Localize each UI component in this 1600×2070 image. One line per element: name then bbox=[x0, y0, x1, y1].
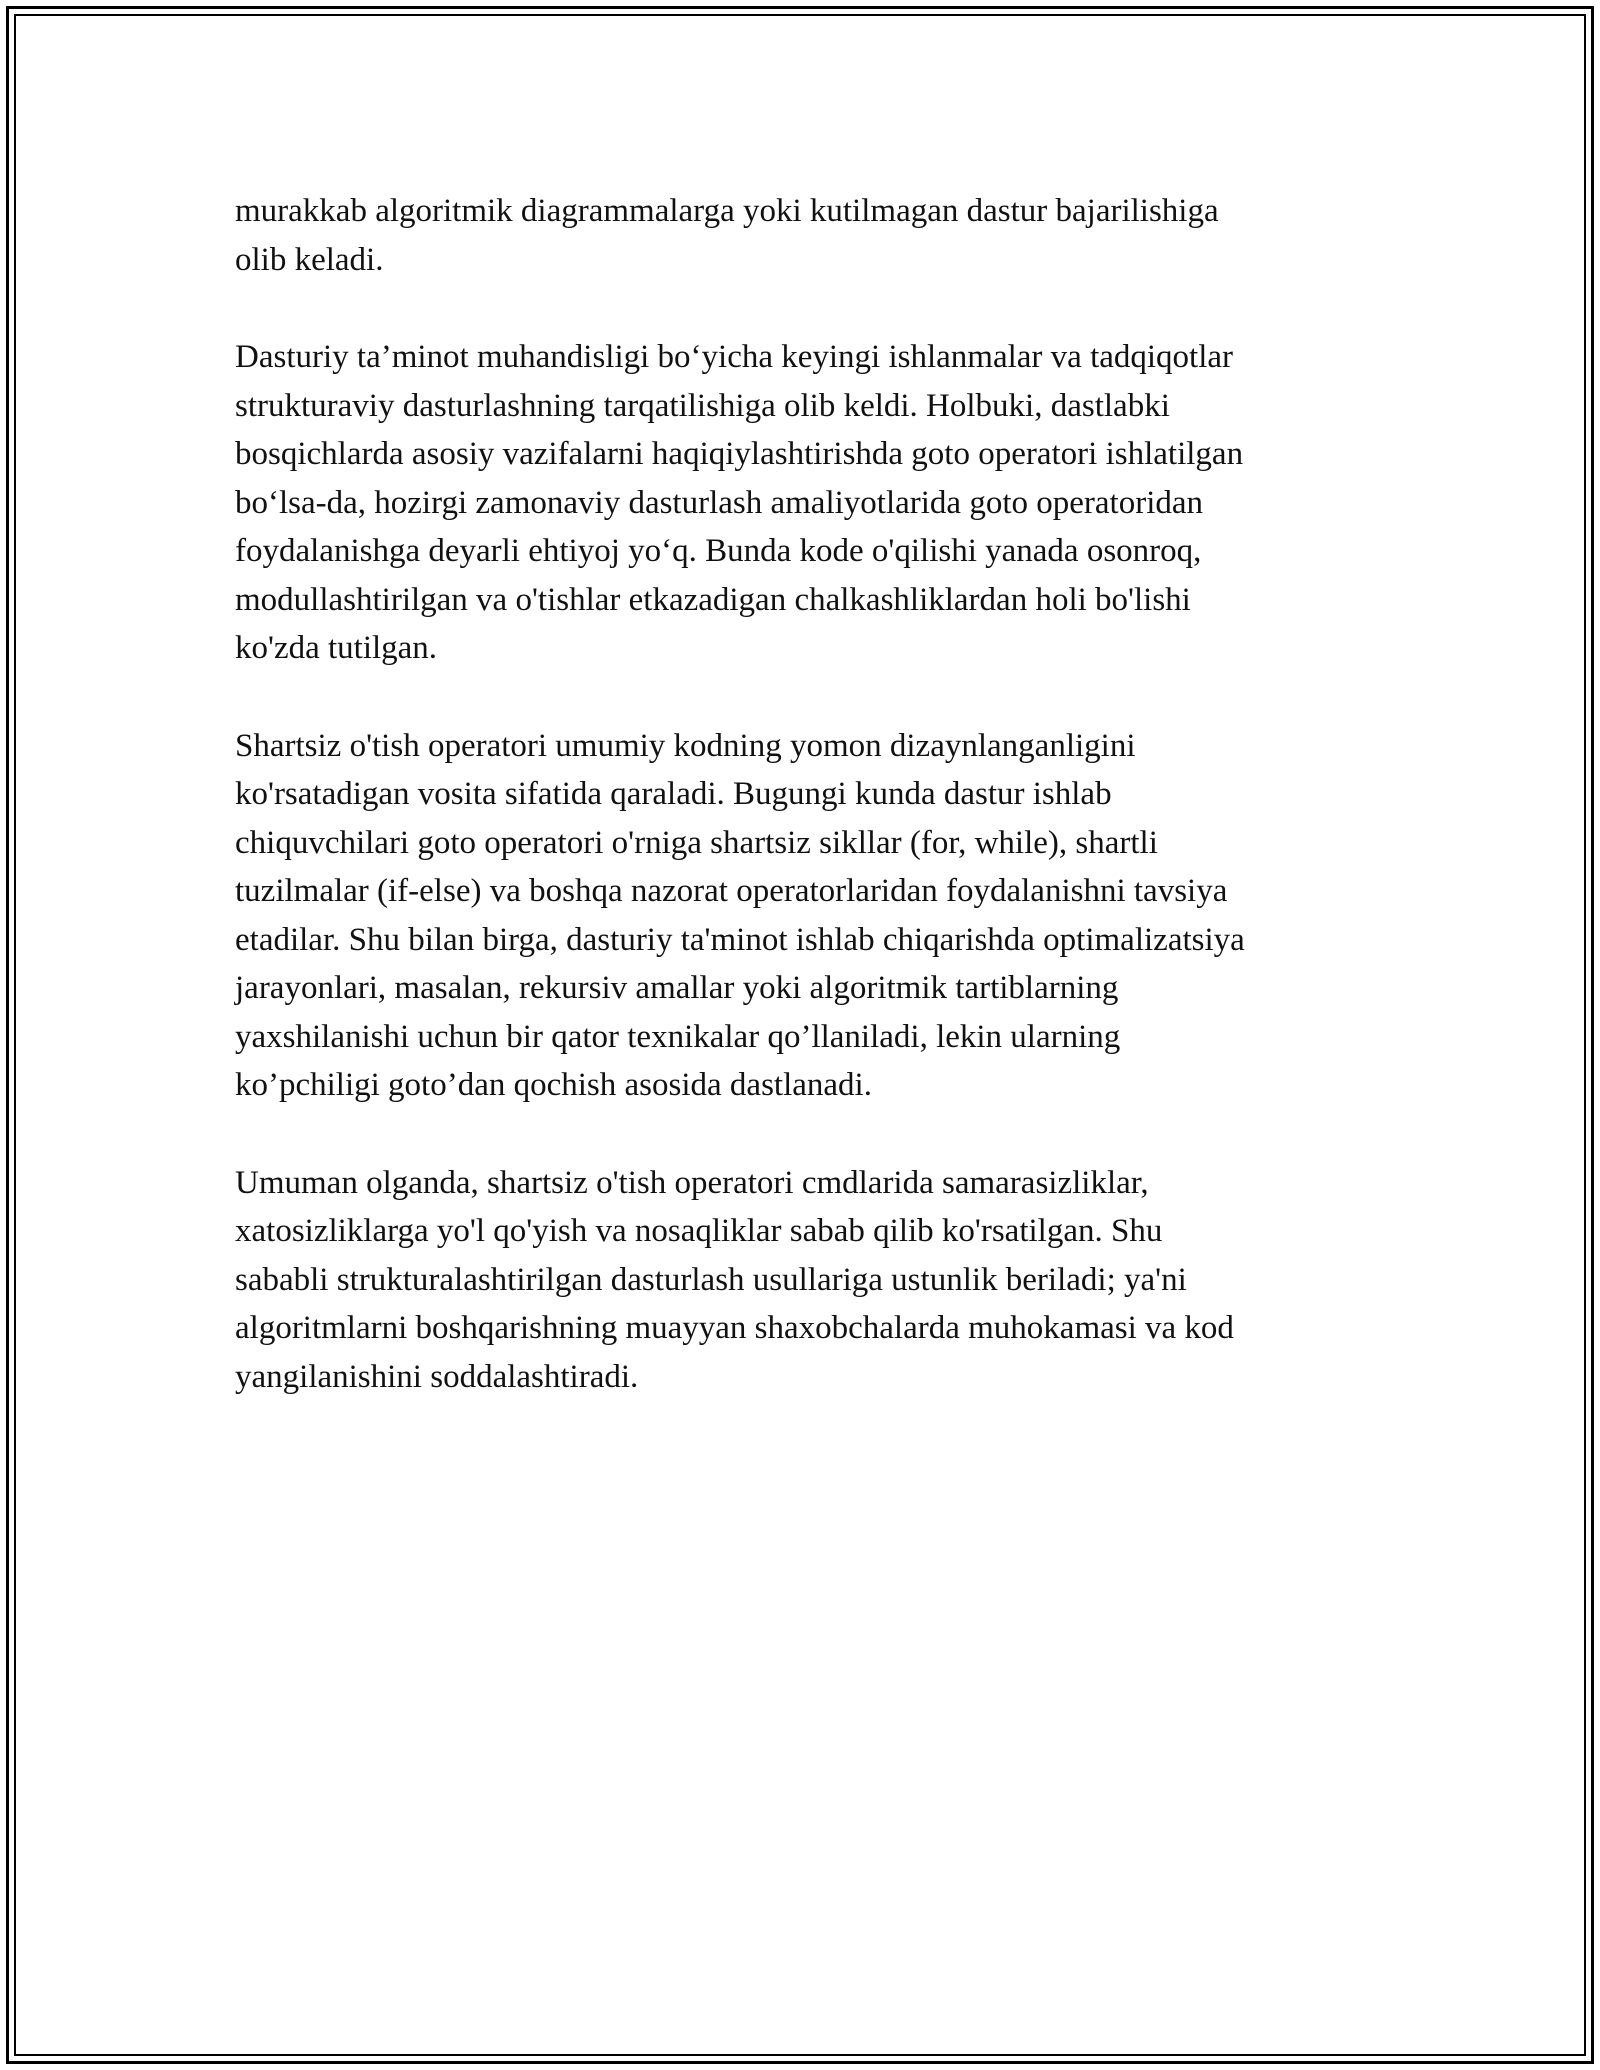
document-body bbox=[235, 187, 1375, 1450]
paragraph-4: Umuman olganda, shartsiz o'tish operatori cmdlarida samarasizliklar, xatosizliklarga yo'l qo'yish va nosaqliklar sabab qilib ko'rsatilgan. Shu sababli strukturalashtirilgan dasturlash usullariga ustunlik beriladi; ya'ni algoritmlarni boshqarishning muayyan shaxobchalarda muhokamasi va kod yangilanishini soddalashtiradi. bbox=[235, 1164, 1234, 1395]
paragraph-3: Shartsiz o'tish operatori umumiy kodning yomon dizaynlanganligini ko'rsatadigan vosita sifatida qaraladi. Bugungi kunda dastur ishlab chiquvchilari goto operatori o'rniga shartsiz sikllar (for, while), shartli tuzilmalar (if-else) va boshqa nazorat operatorlaridan foydalanishni tavsiya etadilar. Shu bilan birga, dasturiy ta'minot ishlab chiqarishda optimalizatsiya jarayonlari, masalan, rekursiv amallar yoki algoritmik tartiblarning yaxshilanishi uchun bir qator texnikalar qo’llaniladi, lekin ularning ko’pchiligi goto’dan qochish asosida dastlanadi. bbox=[235, 727, 1245, 1103]
paragraph-2: Dasturiy ta’minot muhandisligi bo‘yicha keyingi ishlanmalar va tadqiqotlar strukturaviy dasturlashning tarqatilishiga olib keldi. Holbuki, dastlabki bosqichlarda asosiy vazifalarni haqiqiylashtirishda goto operatori ishlatilgan bo‘lsa-da, hozirgi zamonaviy dasturlash amaliyotlarida goto operatoridan foydalanishga deyarli ehtiyoj yo‘q. Bunda kode o'qilishi yanada osonroq, modullashtirilgan va o'tishlar etkazadigan chalkashliklardan holi bo'lishi ko'zda tutilgan. bbox=[235, 339, 1244, 666]
paragraph-1: murakkab algoritmik diagrammalarga yoki kutilmagan dastur bajarilishiga olib keladi. bbox=[235, 193, 1219, 278]
